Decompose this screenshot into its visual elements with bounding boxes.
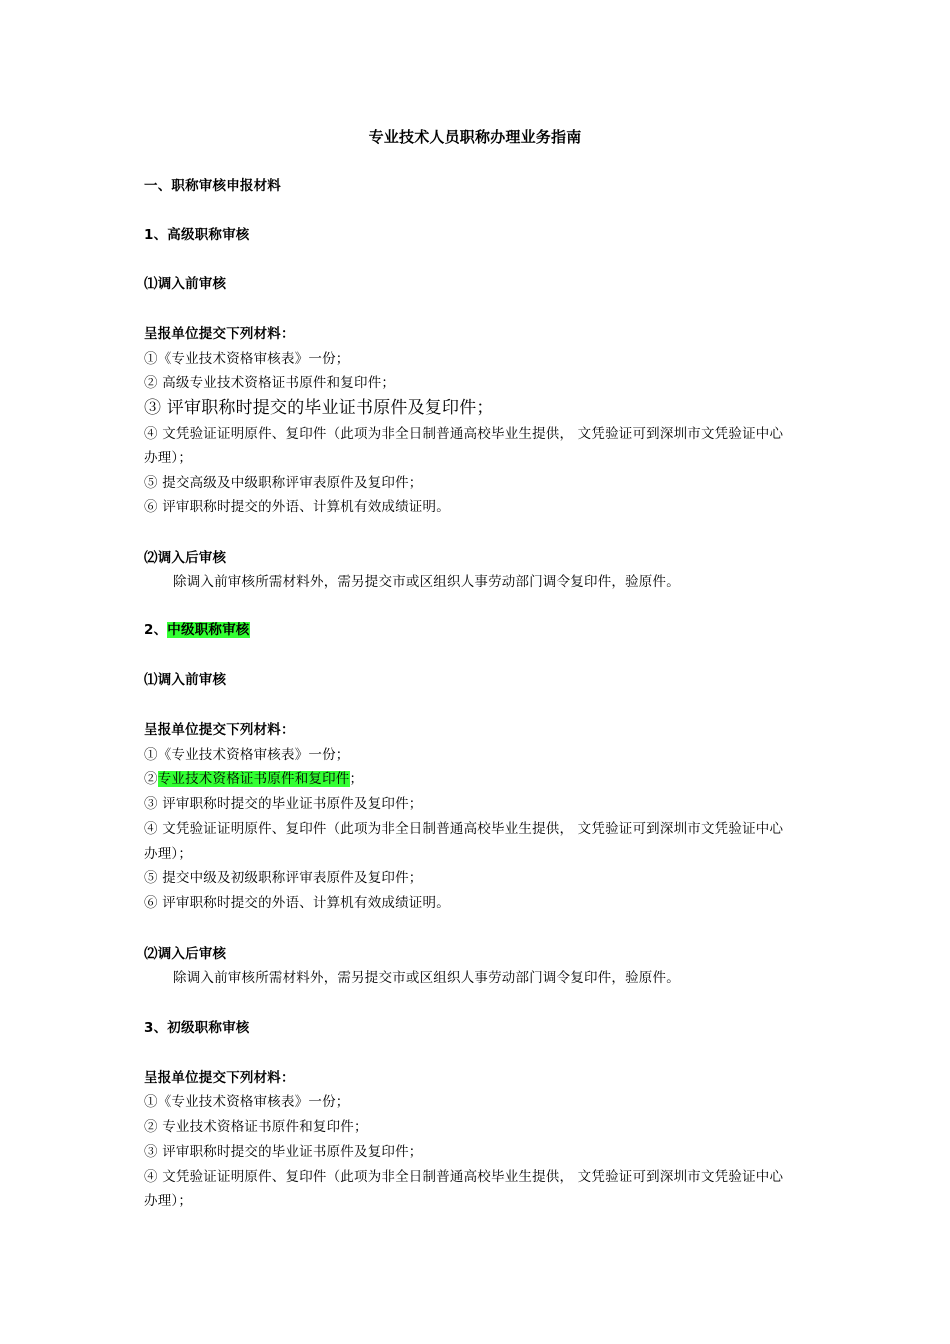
list-item-continuation: 办理）； (144, 450, 193, 466)
highlighted-heading-text: 中级职称审核 (167, 622, 250, 638)
list-item: ①《专业技术资格审核表》一份； (144, 351, 350, 367)
item-end: ； (349, 771, 364, 787)
list-item: ⑤ 提交中级及初级职称评审表原件及复印件； (144, 870, 423, 886)
list-item: ⑥ 评审职称时提交的外语、计算机有效成绩证明。 (144, 499, 450, 515)
list-item-continuation: 办理）； (144, 846, 193, 862)
list-item: ⑤ 提交高级及中级职称评审表原件及复印件； (144, 475, 423, 491)
item-number: ② (144, 771, 158, 787)
materials-intro: 呈报单位提交下列材料： (144, 722, 295, 738)
subsection-heading-junior: 3、初级职称审核 (144, 1020, 250, 1036)
list-item-highlighted (144, 770, 363, 788)
list-item: ③ 评审职称时提交的毕业证书原件及复印件； (144, 1144, 423, 1160)
list-item: ② 高级专业技术资格证书原件和复印件； (144, 375, 396, 391)
after-transfer-heading: ⑵调入后审核 (144, 946, 227, 962)
list-item: ①《专业技术资格审核表》一份； (144, 747, 350, 763)
after-transfer-text: 除调入前审核所需材料外，需另提交市或区组织人事劳动部门调令复印件，验原件。 (173, 970, 680, 986)
list-item: ④ 文凭验证证明原件、复印件（此项为非全日制普通高校毕业生提供， 文凭验证可到深圳市文凭验证中心 (144, 426, 784, 442)
list-item: ④ 文凭验证证明原件、复印件（此项为非全日制普通高校毕业生提供， 文凭验证可到深圳市文凭验证中心 (144, 821, 784, 837)
subsection-heading-intermediate (144, 621, 250, 639)
section-heading: 一、职称审核申报材料 (144, 178, 281, 194)
after-transfer-heading: ⑵调入后审核 (144, 550, 227, 566)
list-item: ③ 评审职称时提交的毕业证书原件及复印件； (144, 398, 494, 418)
materials-intro: 呈报单位提交下列材料： (144, 326, 295, 342)
subsection-heading-senior: 1、高级职称审核 (144, 227, 250, 243)
before-transfer-heading: ⑴调入前审核 (144, 276, 227, 292)
heading-number: 2、 (144, 622, 168, 638)
after-transfer-text: 除调入前审核所需材料外，需另提交市或区组织人事劳动部门调令复印件，验原件。 (173, 574, 680, 590)
document-title: 专业技术人员职称办理业务指南 (368, 128, 582, 146)
list-item: ② 专业技术资格证书原件和复印件； (144, 1119, 368, 1135)
highlighted-text: 专业技术资格证书原件和复印件 (157, 771, 350, 787)
list-item: ①《专业技术资格审核表》一份； (144, 1094, 350, 1110)
before-transfer-heading: ⑴调入前审核 (144, 672, 227, 688)
list-item-continuation: 办理）； (144, 1193, 193, 1209)
list-item: ④ 文凭验证证明原件、复印件（此项为非全日制普通高校毕业生提供， 文凭验证可到深圳市文凭验证中心 (144, 1169, 784, 1185)
materials-intro: 呈报单位提交下列材料： (144, 1070, 295, 1086)
list-item: ③ 评审职称时提交的毕业证书原件及复印件； (144, 796, 423, 812)
list-item: ⑥ 评审职称时提交的外语、计算机有效成绩证明。 (144, 895, 450, 911)
